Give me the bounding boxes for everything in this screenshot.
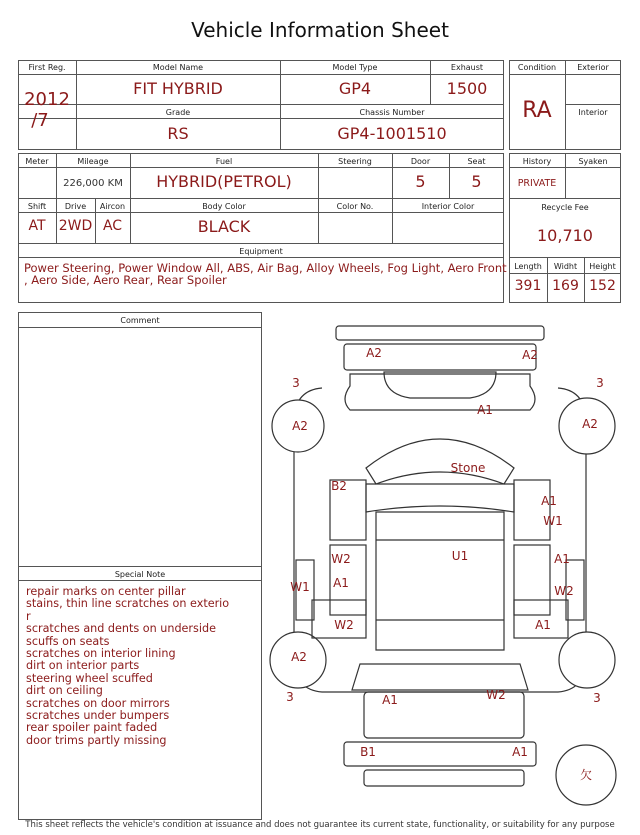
mark-right-front-door: A1	[554, 552, 570, 566]
mark-left-rear-door: W2	[334, 618, 354, 632]
special-note-item: r	[26, 609, 31, 623]
aircon-label: Aircon	[99, 202, 126, 211]
rear-bumper-bottom	[364, 770, 524, 786]
exhaust-value: 1500	[446, 79, 488, 98]
height-value: 152	[589, 278, 616, 294]
right-front-fender	[514, 480, 550, 540]
first-reg-label: First Reg.	[28, 63, 66, 72]
special-note-item: scratches on interior lining	[26, 647, 176, 661]
exhaust-label: Exhaust	[450, 63, 484, 72]
mark-front-left-tire: A2	[292, 419, 308, 433]
meter-label: Meter	[25, 157, 49, 166]
front-bumper-top	[336, 326, 544, 340]
mark-left-front-door-bottom: A1	[333, 576, 349, 590]
mark-left-front-door-top: W2	[331, 552, 351, 566]
door-value: 5	[415, 172, 426, 191]
aircon-value: AC	[102, 218, 123, 234]
special-note-item: door trims partly missing	[26, 733, 167, 747]
special-note-label: Special Note	[114, 570, 166, 579]
history-value: PRIVATE	[517, 178, 557, 189]
height-label: Height	[589, 262, 616, 271]
shift-label: Shift	[27, 202, 47, 211]
mark-rear-left-tire: A2	[291, 650, 307, 664]
mark-trunk-right: W2	[486, 688, 506, 702]
mark-right-fender-top: A1	[541, 494, 557, 508]
condition-value: RA	[522, 98, 552, 123]
equipment-line-2: , Aero Side, Aero Rear, Rear Spoiler	[24, 273, 227, 287]
special-note-item: steering wheel scuffed	[26, 671, 153, 685]
model-name-label: Model Name	[152, 63, 204, 72]
roof	[376, 512, 504, 650]
condition-label: Condition	[517, 63, 557, 72]
body-color-value: BLACK	[197, 217, 251, 236]
mark-roof: U1	[451, 549, 469, 563]
mark-rear-bumper-left: B1	[360, 745, 376, 759]
rear-right-tire	[559, 632, 615, 688]
special-note-item: dirt on ceiling	[26, 684, 103, 698]
mark-corner-rr: 3	[593, 691, 601, 705]
model-type-label: Model Type	[332, 63, 378, 72]
mark-corner-rl: 3	[286, 690, 294, 704]
special-note-item: scuffs on seats	[26, 634, 110, 648]
special-note-item: scratches and dents on underside	[26, 622, 216, 636]
steering-label: Steering	[338, 157, 372, 166]
door-label: Door	[410, 157, 431, 166]
seat-label: Seat	[467, 157, 486, 166]
windshield-lower	[366, 484, 514, 512]
length-value: 391	[514, 278, 542, 294]
mark-front-bumper-right: A2	[522, 348, 538, 362]
disclaimer-footer: This sheet reflects the vehicle's condition at issuance and does not guarantee its current state, functionality, or suitability for any purpose	[25, 820, 615, 830]
seat-value: 5	[471, 172, 482, 191]
mileage-label: Mileage	[77, 157, 109, 166]
history-label: History	[522, 157, 552, 166]
page-title: Vehicle Information Sheet	[191, 18, 449, 42]
syaken-label: Syaken	[578, 157, 608, 166]
grade-value: RS	[167, 124, 189, 143]
fuel-value: HYBRID(PETROL)	[156, 172, 292, 191]
equipment-line-1: Power Steering, Power Window All, ABS, Air Bag, Alloy Wheels, Fog Light, Aero Front	[24, 261, 507, 275]
mark-rear-bumper-right: A1	[512, 745, 528, 759]
first-reg-year: 2012	[24, 89, 70, 110]
mark-left-fender: B2	[331, 479, 347, 493]
car-damage-diagram	[268, 318, 628, 818]
mark-windshield: Stone	[450, 461, 486, 475]
hood-front	[384, 372, 496, 398]
mark-right-fender-bottom: W1	[543, 514, 563, 528]
grade-label: Grade	[165, 108, 191, 117]
fuel-label: Fuel	[215, 157, 233, 166]
model-type-value: GP4	[338, 79, 372, 98]
chassis-number-label: Chassis Number	[359, 108, 425, 117]
rear-window	[352, 664, 528, 690]
mark-right-rear-door: W2	[554, 584, 574, 598]
equipment-label: Equipment	[239, 247, 283, 256]
special-note-item: stains, thin line scratches on exterio	[26, 597, 230, 611]
mark-spare: 欠	[579, 768, 593, 782]
shift-value: AT	[28, 218, 46, 234]
mark-left-sill: W1	[290, 580, 310, 594]
special-note-list	[26, 586, 236, 747]
chassis-number-value: GP4-1001510	[337, 124, 447, 143]
model-name-value: FIT HYBRID	[133, 79, 223, 98]
drive-label: Drive	[64, 202, 87, 211]
width-value: 169	[552, 278, 579, 294]
body-color-label: Body Color	[202, 202, 246, 211]
mark-right-rear-fender: A1	[535, 618, 551, 632]
recycle-fee-value: 10,710	[537, 226, 593, 245]
exterior-label: Exterior	[577, 63, 609, 72]
special-note-item: scratches on door mirrors	[26, 696, 170, 710]
mark-front-bumper-left: A2	[366, 346, 382, 360]
comment-label: Comment	[120, 316, 160, 325]
mark-corner-fr: 3	[596, 376, 604, 390]
length-label: Length	[514, 262, 542, 271]
interior-color-label: Interior Color	[421, 202, 475, 211]
drive-value: 2WD	[58, 218, 93, 234]
color-no-label: Color No.	[336, 202, 374, 211]
recycle-fee-label: Recycle Fee	[541, 203, 589, 212]
mileage-value: 226,000 KM	[63, 178, 123, 189]
special-note-item: scratches under bumpers	[26, 709, 170, 723]
width-label: Widht	[553, 262, 578, 271]
special-note-item: repair marks on center pillar	[26, 585, 186, 598]
hood-outline	[345, 374, 535, 410]
mark-trunk-left: A1	[382, 693, 398, 707]
special-note-item: dirt on interior parts	[26, 659, 140, 673]
first-reg-month: /7	[31, 110, 49, 131]
windshield	[366, 439, 514, 484]
mark-corner-fl: 3	[292, 376, 300, 390]
mark-hood: A1	[477, 403, 493, 417]
right-front-door	[514, 545, 550, 615]
special-note-item: rear spoiler paint faded	[26, 721, 158, 735]
mark-front-right-tire: A2	[582, 417, 598, 431]
interior-label: Interior	[578, 108, 608, 117]
